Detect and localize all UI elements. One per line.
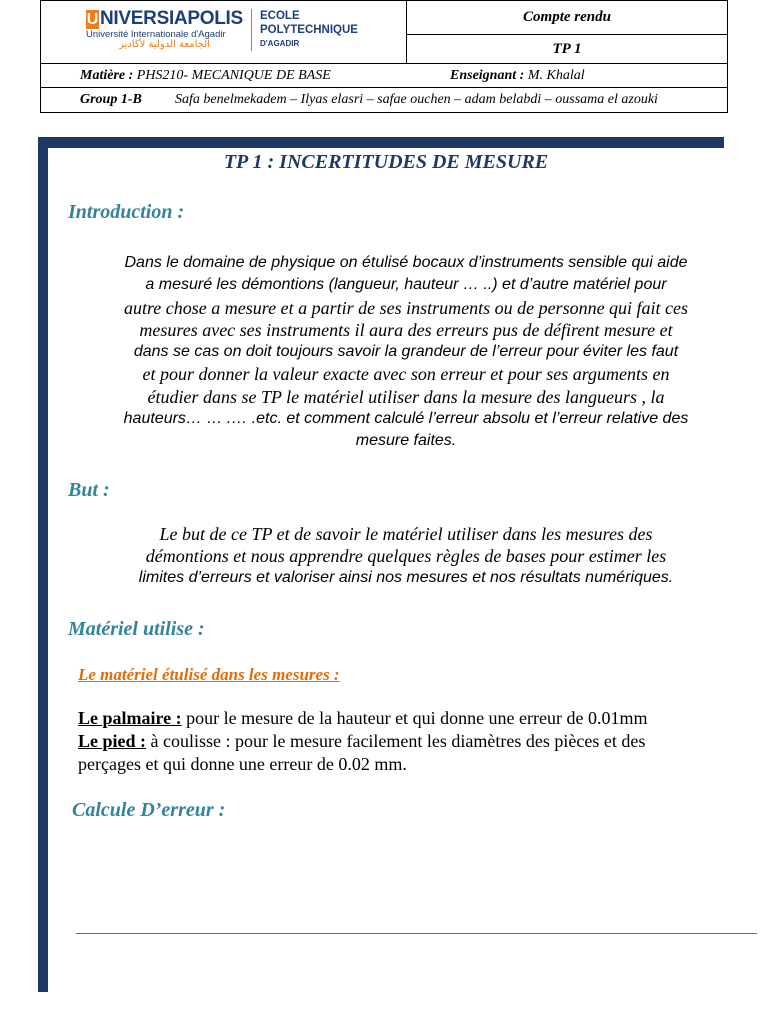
logo-brand: NIVERSIAPOLIS bbox=[100, 8, 243, 29]
introduction-paragraph bbox=[68, 252, 744, 452]
tp-number: TP 1 bbox=[552, 41, 582, 57]
goal-heading: But : bbox=[68, 479, 110, 501]
paragraph-line: a mesuré les démontions (langueur, hauteur … ..) et d’autre matériel pour bbox=[145, 276, 667, 294]
logo-university-name: Université Internationale d'Agadir bbox=[86, 29, 226, 40]
logo-separator bbox=[251, 9, 252, 51]
paragraph-line: démontions et nous apprendre quelques règles de bases pour estimer les bbox=[145, 546, 667, 566]
paragraph-line: Dans le domaine de physique on étulisé bocaux d’instruments sensible qui aide bbox=[124, 254, 688, 271]
teacher-label: Enseignant : bbox=[450, 68, 525, 83]
error-calc-heading: Calcule D’erreur : bbox=[72, 799, 226, 821]
header-report-type-cell bbox=[406, 0, 728, 35]
item-description: pour le mesure de la hauteur et qui donne une erreur de 0.01mm bbox=[181, 708, 648, 728]
group-label bbox=[80, 88, 142, 111]
header-tp-cell bbox=[406, 34, 728, 64]
subject-value: PHS210- MECANIQUE DE BASE bbox=[133, 68, 331, 83]
logo-school-line1: ECOLE bbox=[260, 10, 300, 22]
materials-list bbox=[78, 707, 648, 776]
paragraph-line: mesures avec ses instruments il aura des erreurs pus de défirent mesure et bbox=[139, 319, 673, 340]
paragraph-line: Le but de ce TP et de savoir le matériel utiliser dans les mesures des bbox=[159, 524, 653, 544]
subject-label: Matière : bbox=[80, 68, 134, 83]
teacher-field bbox=[450, 64, 585, 87]
group-members: Safa benelmekadem – Ilyas elasri – safae ouchen – adam belabdi – oussama el azouki bbox=[175, 92, 658, 107]
paragraph-line: étudier dans se TP le matériel utiliser dans la mesure des langueurs , la bbox=[147, 386, 665, 407]
goal-paragraph bbox=[68, 523, 744, 589]
list-item bbox=[78, 730, 648, 753]
materials-subheading: Le matériel étulisé dans les mesures : bbox=[78, 665, 340, 684]
item-term: Le pied : bbox=[78, 731, 147, 751]
item-term: Le palmaire : bbox=[78, 708, 182, 728]
footer-rule bbox=[76, 933, 757, 934]
paragraph-line: hauteurs… … .… .etc. et comment calculé l’erreur absolu et l’erreur relative des bbox=[123, 409, 689, 427]
logo-school-line2: POLYTECHNIQUE bbox=[260, 24, 358, 36]
list-item-continuation: perçages et qui donne une erreur de 0.02 mm. bbox=[78, 754, 407, 774]
list-item bbox=[78, 707, 648, 730]
teacher-value: M. Khalal bbox=[524, 68, 585, 83]
paragraph-line: limites d’erreurs et valoriser ainsi nos mesures et nos résultats numériques. bbox=[138, 569, 674, 586]
logo-university-name-arabic: الجامعة الدولية لأكادير bbox=[119, 39, 210, 50]
item-description: à coulisse : pour le mesure facilement les diamètres des pièces et des bbox=[146, 731, 646, 751]
materials-heading: Matériel utilise : bbox=[68, 618, 205, 640]
logo-initial: U bbox=[86, 11, 99, 28]
document-title: TP 1 : INCERTITUDES DE MESURE bbox=[223, 151, 549, 173]
paragraph-line: autre chose a mesure et a partir de ses instruments ou de personne qui fait ces bbox=[123, 297, 689, 318]
frame-top-bar bbox=[40, 137, 724, 148]
group-name: Group 1-B bbox=[80, 92, 142, 107]
paragraph-line: dans se cas on doit toujours savoir la grandeur de l’erreur pour éviter les faut bbox=[133, 343, 679, 360]
frame-left-bar bbox=[38, 137, 48, 992]
subject-field bbox=[80, 64, 331, 87]
paragraph-line: mesure faites. bbox=[355, 432, 457, 449]
paragraph-line: et pour donner la valeur exacte avec son erreur et pour ses arguments en bbox=[142, 364, 670, 385]
introduction-heading: Introduction : bbox=[68, 201, 185, 223]
report-type: Compte rendu bbox=[523, 9, 611, 25]
logo-school-line3: D'AGADIR bbox=[260, 39, 300, 48]
